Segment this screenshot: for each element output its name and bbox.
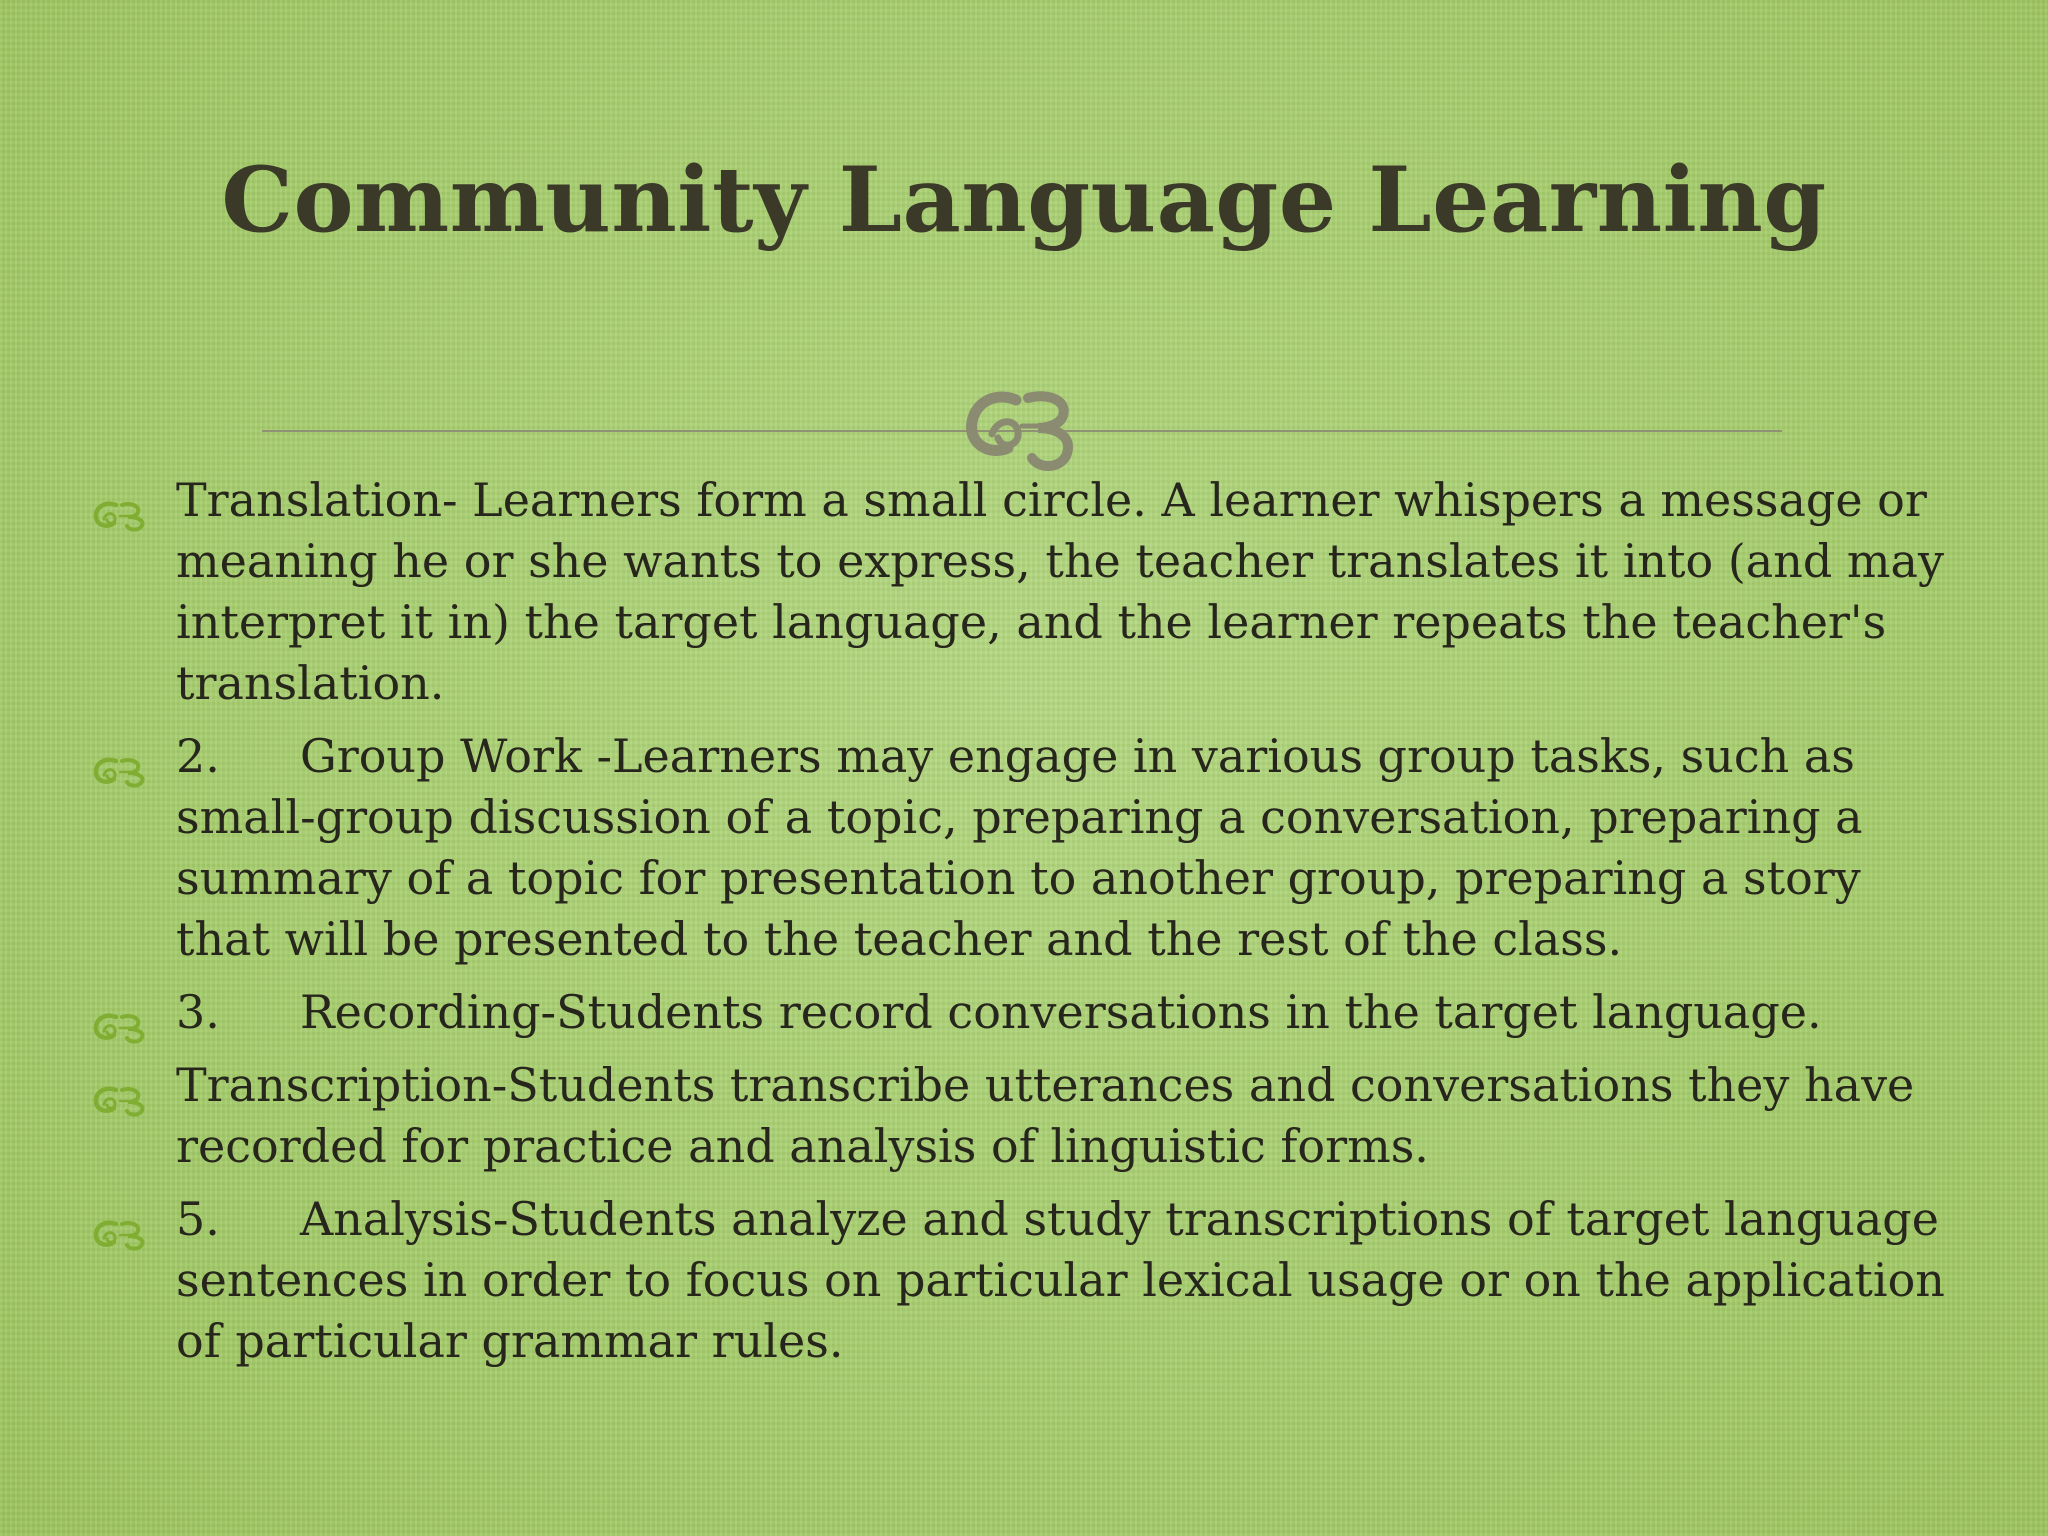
bullet-item (92, 1189, 1952, 1372)
bullet-text: Group Work -Learners may engage in various group tasks, such as small-group discussion of a topic, preparing a conversation, preparing a summary of a topic for presentation to another group, preparing a story that will be presented to the teacher and the rest of the class. (176, 729, 1863, 966)
ornamental-bullet-icon (92, 486, 150, 520)
ornamental-bullet-icon (92, 998, 150, 1032)
slide-title: Community Language Learning (221, 147, 1827, 253)
ornamental-bullet-icon (92, 1071, 150, 1105)
bullet-text: Recording-Students record conversations in the target language. (300, 985, 1822, 1039)
bullet-text: Transcription-Students transcribe utterances and conversations they have recorded for practice and analysis of linguistic forms. (176, 1058, 1915, 1173)
ornamental-bullet-icon (92, 1205, 150, 1239)
ornamental-bullet-icon (92, 742, 150, 776)
bullet-item (92, 982, 1952, 1043)
bullet-number: 5. (176, 1192, 220, 1246)
scroll-ornament-icon (958, 378, 1090, 478)
bullet-number: 3. (176, 985, 220, 1039)
bullet-text: Analysis-Students analyze and study transcriptions of target language sentences in order to focus on particular lexical usage or on the application of particular grammar rules. (176, 1192, 1945, 1368)
bullet-list (92, 470, 1952, 1384)
bullet-item (92, 726, 1952, 970)
bullet-number: 2. (176, 729, 220, 783)
bullet-text: Translation- Learners form a small circle. A learner whispers a message or meaning he or she wants to express, the teacher translates it into (and may interpret it in) the target language, and the learner repeats the teacher's translation. (176, 473, 1944, 710)
bullet-item (92, 470, 1952, 714)
bullet-item (92, 1055, 1952, 1177)
